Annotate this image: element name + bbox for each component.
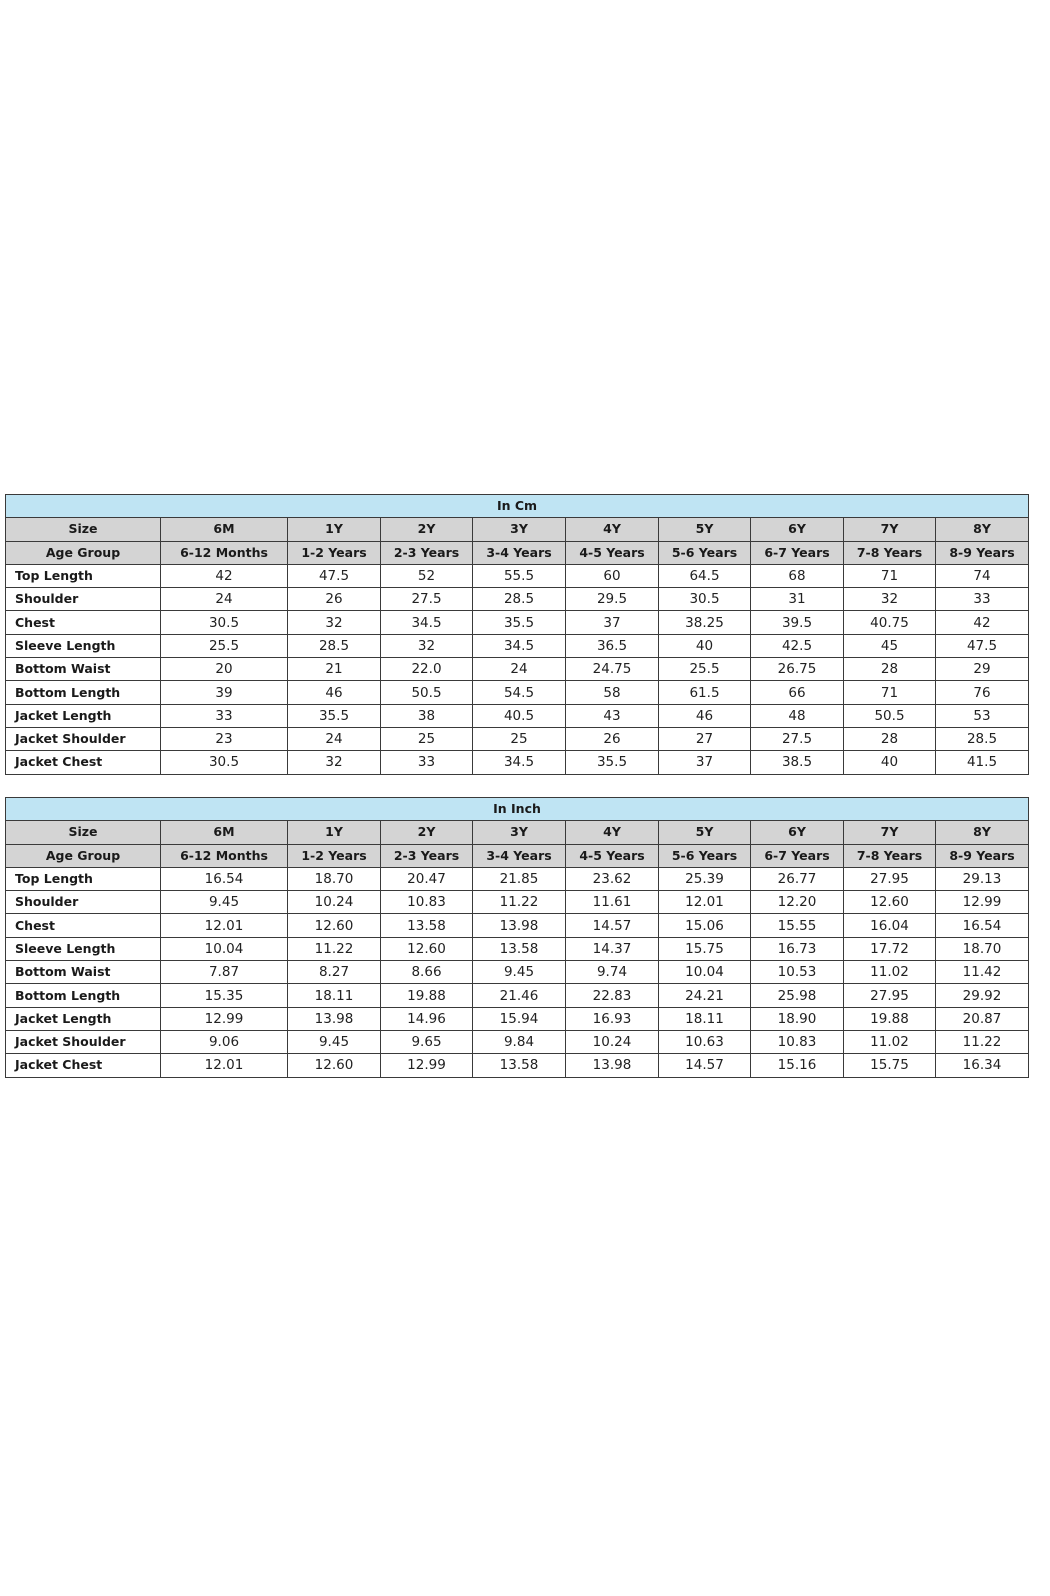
- measurement-cell: 26.75: [751, 658, 844, 681]
- measurement-cell: 68: [751, 564, 844, 587]
- measurement-cell: 18.70: [288, 867, 381, 890]
- measurement-cell: 23.62: [566, 867, 659, 890]
- measurement-cell: 53: [936, 704, 1029, 727]
- measurement-cell: 24.75: [566, 658, 659, 681]
- measurement-cell: 14.37: [566, 937, 659, 960]
- measurement-cell: 24: [473, 658, 566, 681]
- row-label: Top Length: [6, 867, 161, 890]
- table-title: In Cm: [6, 495, 1029, 518]
- measurement-cell: 26.77: [751, 867, 844, 890]
- measurement-cell: 13.58: [473, 937, 566, 960]
- measurement-cell: 74: [936, 564, 1029, 587]
- measurement-cell: 15.75: [659, 937, 751, 960]
- measurement-cell: 14.96: [381, 1007, 473, 1030]
- measurement-cell: 13.98: [566, 1054, 659, 1077]
- measurement-cell: 35.5: [288, 704, 381, 727]
- measurement-cell: 7.87: [161, 961, 288, 984]
- measurement-cell: 16.93: [566, 1007, 659, 1030]
- measurement-cell: 18.70: [936, 937, 1029, 960]
- header-cell: 4Y: [566, 518, 659, 541]
- header-cell: 6Y: [751, 518, 844, 541]
- header-cell: 4-5 Years: [566, 844, 659, 867]
- measurement-cell: 61.5: [659, 681, 751, 704]
- measurement-cell: 47.5: [936, 634, 1029, 657]
- table-row: [6, 588, 1029, 611]
- measurement-cell: 16.34: [936, 1054, 1029, 1077]
- measurement-cell: 40.75: [844, 611, 936, 634]
- header-cell: 6M: [161, 518, 288, 541]
- measurement-cell: 16.04: [844, 914, 936, 937]
- measurement-cell: 29: [936, 658, 1029, 681]
- table-row: [6, 937, 1029, 960]
- measurement-cell: 15.94: [473, 1007, 566, 1030]
- table-row: [6, 984, 1029, 1007]
- table-row: [6, 704, 1029, 727]
- measurement-cell: 10.83: [751, 1030, 844, 1053]
- row-label: Shoulder: [6, 891, 161, 914]
- row-label: Bottom Length: [6, 984, 161, 1007]
- measurement-cell: 66: [751, 681, 844, 704]
- header-cell: 6-12 Months: [161, 541, 288, 564]
- measurement-cell: 48: [751, 704, 844, 727]
- measurement-cell: 27.95: [844, 984, 936, 1007]
- measurement-cell: 15.06: [659, 914, 751, 937]
- measurement-cell: 9.65: [381, 1030, 473, 1053]
- row-label: Bottom Waist: [6, 961, 161, 984]
- measurement-cell: 10.63: [659, 1030, 751, 1053]
- row-label: Bottom Length: [6, 681, 161, 704]
- row-label: Chest: [6, 611, 161, 634]
- measurement-cell: 50.5: [844, 704, 936, 727]
- measurement-cell: 9.45: [161, 891, 288, 914]
- measurement-cell: 32: [288, 751, 381, 774]
- measurement-cell: 64.5: [659, 564, 751, 587]
- measurement-cell: 23: [161, 727, 288, 750]
- measurement-cell: 43: [566, 704, 659, 727]
- header-cell: 4Y: [566, 821, 659, 844]
- header-cell: 7-8 Years: [844, 844, 936, 867]
- measurement-cell: 25: [473, 727, 566, 750]
- table-row: [6, 1054, 1029, 1077]
- measurement-cell: 11.42: [936, 961, 1029, 984]
- row-label: Jacket Length: [6, 704, 161, 727]
- measurement-cell: 10.04: [161, 937, 288, 960]
- measurement-cell: 21: [288, 658, 381, 681]
- measurement-cell: 30.5: [161, 611, 288, 634]
- header-cell: 2Y: [381, 518, 473, 541]
- measurement-cell: 50.5: [381, 681, 473, 704]
- measurement-cell: 15.35: [161, 984, 288, 1007]
- header-cell: 3-4 Years: [473, 541, 566, 564]
- table-row: [6, 751, 1029, 774]
- measurement-cell: 15.55: [751, 914, 844, 937]
- measurement-cell: 38.25: [659, 611, 751, 634]
- header-cell: 5Y: [659, 821, 751, 844]
- measurement-cell: 13.98: [473, 914, 566, 937]
- measurement-cell: 34.5: [381, 611, 473, 634]
- table-row: [6, 867, 1029, 890]
- measurement-cell: 29.92: [936, 984, 1029, 1007]
- measurement-cell: 11.22: [288, 937, 381, 960]
- header-cell: 6M: [161, 821, 288, 844]
- header-cell: 3-4 Years: [473, 844, 566, 867]
- header-cell: 8Y: [936, 518, 1029, 541]
- measurement-cell: 28.5: [936, 727, 1029, 750]
- row-label: Chest: [6, 914, 161, 937]
- measurement-cell: 47.5: [288, 564, 381, 587]
- header-cell: 3Y: [473, 821, 566, 844]
- measurement-cell: 39.5: [751, 611, 844, 634]
- measurement-cell: 24: [161, 588, 288, 611]
- header-cell: 3Y: [473, 518, 566, 541]
- measurement-cell: 22.0: [381, 658, 473, 681]
- row-label: Jacket Chest: [6, 751, 161, 774]
- measurement-cell: 21.85: [473, 867, 566, 890]
- measurement-cell: 11.02: [844, 1030, 936, 1053]
- header-cell: 7-8 Years: [844, 541, 936, 564]
- measurement-cell: 42: [936, 611, 1029, 634]
- measurement-cell: 13.58: [381, 914, 473, 937]
- row-label: Shoulder: [6, 588, 161, 611]
- measurement-cell: 71: [844, 681, 936, 704]
- measurement-cell: 26: [566, 727, 659, 750]
- measurement-cell: 76: [936, 681, 1029, 704]
- header-label: Age Group: [6, 844, 161, 867]
- measurement-cell: 12.01: [659, 891, 751, 914]
- table-row: [6, 564, 1029, 587]
- measurement-cell: 12.99: [381, 1054, 473, 1077]
- measurement-cell: 36.5: [566, 634, 659, 657]
- header-cell: 8-9 Years: [936, 541, 1029, 564]
- header-label: Age Group: [6, 541, 161, 564]
- age-group-header-row: [6, 541, 1029, 564]
- size-chart-inch-table: [5, 797, 1029, 1078]
- header-cell: 1Y: [288, 518, 381, 541]
- header-cell: 6Y: [751, 821, 844, 844]
- header-cell: 4-5 Years: [566, 541, 659, 564]
- measurement-cell: 16.73: [751, 937, 844, 960]
- measurement-cell: 8.66: [381, 961, 473, 984]
- measurement-cell: 12.99: [936, 891, 1029, 914]
- header-cell: 5-6 Years: [659, 844, 751, 867]
- header-cell: 2-3 Years: [381, 844, 473, 867]
- measurement-cell: 38: [381, 704, 473, 727]
- measurement-cell: 15.16: [751, 1054, 844, 1077]
- measurement-cell: 28.5: [288, 634, 381, 657]
- measurement-cell: 19.88: [381, 984, 473, 1007]
- measurement-cell: 40.5: [473, 704, 566, 727]
- row-label: Jacket Chest: [6, 1054, 161, 1077]
- measurement-cell: 10.04: [659, 961, 751, 984]
- measurement-cell: 18.11: [288, 984, 381, 1007]
- measurement-cell: 25.5: [659, 658, 751, 681]
- measurement-cell: 55.5: [473, 564, 566, 587]
- table-title: In Inch: [6, 798, 1029, 821]
- measurement-cell: 40: [844, 751, 936, 774]
- measurement-cell: 32: [288, 611, 381, 634]
- measurement-cell: 17.72: [844, 937, 936, 960]
- header-cell: 5-6 Years: [659, 541, 751, 564]
- measurement-cell: 33: [381, 751, 473, 774]
- header-cell: 2Y: [381, 821, 473, 844]
- measurement-cell: 28.5: [473, 588, 566, 611]
- measurement-cell: 13.58: [473, 1054, 566, 1077]
- measurement-cell: 25.39: [659, 867, 751, 890]
- row-label: Top Length: [6, 564, 161, 587]
- measurement-cell: 32: [381, 634, 473, 657]
- measurement-cell: 10.83: [381, 891, 473, 914]
- table-row: [6, 634, 1029, 657]
- measurement-cell: 19.88: [844, 1007, 936, 1030]
- measurement-cell: 37: [566, 611, 659, 634]
- measurement-cell: 29.5: [566, 588, 659, 611]
- header-cell: 1Y: [288, 821, 381, 844]
- measurement-cell: 12.60: [288, 1054, 381, 1077]
- measurement-cell: 35.5: [566, 751, 659, 774]
- measurement-cell: 8.27: [288, 961, 381, 984]
- measurement-cell: 18.11: [659, 1007, 751, 1030]
- measurement-cell: 12.60: [844, 891, 936, 914]
- measurement-cell: 39: [161, 681, 288, 704]
- measurement-cell: 12.01: [161, 914, 288, 937]
- row-label: Jacket Length: [6, 1007, 161, 1030]
- measurement-cell: 12.20: [751, 891, 844, 914]
- measurement-cell: 14.57: [659, 1054, 751, 1077]
- measurement-cell: 13.98: [288, 1007, 381, 1030]
- measurement-cell: 10.53: [751, 961, 844, 984]
- measurement-cell: 15.75: [844, 1054, 936, 1077]
- measurement-cell: 22.83: [566, 984, 659, 1007]
- table-row: [6, 1007, 1029, 1030]
- measurement-cell: 12.60: [381, 937, 473, 960]
- measurement-cell: 33: [161, 704, 288, 727]
- table-title-row: [6, 495, 1029, 518]
- measurement-cell: 58: [566, 681, 659, 704]
- measurement-cell: 28: [844, 658, 936, 681]
- measurement-cell: 40: [659, 634, 751, 657]
- table-row: [6, 961, 1029, 984]
- table-row: [6, 914, 1029, 937]
- measurement-cell: 9.45: [288, 1030, 381, 1053]
- measurement-cell: 42: [161, 564, 288, 587]
- measurement-cell: 11.61: [566, 891, 659, 914]
- row-label: Sleeve Length: [6, 634, 161, 657]
- measurement-cell: 31: [751, 588, 844, 611]
- size-header-row: [6, 518, 1029, 541]
- header-cell: 2-3 Years: [381, 541, 473, 564]
- measurement-cell: 20.87: [936, 1007, 1029, 1030]
- measurement-cell: 12.60: [288, 914, 381, 937]
- measurement-cell: 60: [566, 564, 659, 587]
- header-cell: 6-7 Years: [751, 844, 844, 867]
- table-row: [6, 611, 1029, 634]
- header-cell: 5Y: [659, 518, 751, 541]
- measurement-cell: 16.54: [161, 867, 288, 890]
- header-label: Size: [6, 518, 161, 541]
- row-label: Jacket Shoulder: [6, 1030, 161, 1053]
- measurement-cell: 9.74: [566, 961, 659, 984]
- table-row: [6, 1030, 1029, 1053]
- table-row: [6, 727, 1029, 750]
- measurement-cell: 11.22: [473, 891, 566, 914]
- table-row: [6, 681, 1029, 704]
- measurement-cell: 33: [936, 588, 1029, 611]
- measurement-cell: 27.5: [751, 727, 844, 750]
- measurement-cell: 30.5: [161, 751, 288, 774]
- measurement-cell: 12.99: [161, 1007, 288, 1030]
- measurement-cell: 20: [161, 658, 288, 681]
- header-cell: 6-12 Months: [161, 844, 288, 867]
- measurement-cell: 26: [288, 588, 381, 611]
- header-cell: 6-7 Years: [751, 541, 844, 564]
- measurement-cell: 10.24: [566, 1030, 659, 1053]
- measurement-cell: 25.5: [161, 634, 288, 657]
- measurement-cell: 25: [381, 727, 473, 750]
- table-row: [6, 891, 1029, 914]
- measurement-cell: 20.47: [381, 867, 473, 890]
- header-cell: 8Y: [936, 821, 1029, 844]
- measurement-cell: 10.24: [288, 891, 381, 914]
- measurement-cell: 27.5: [381, 588, 473, 611]
- header-cell: 1-2 Years: [288, 844, 381, 867]
- measurement-cell: 54.5: [473, 681, 566, 704]
- measurement-cell: 14.57: [566, 914, 659, 937]
- measurement-cell: 9.45: [473, 961, 566, 984]
- measurement-cell: 24.21: [659, 984, 751, 1007]
- measurement-cell: 46: [288, 681, 381, 704]
- table-row: [6, 658, 1029, 681]
- measurement-cell: 32: [844, 588, 936, 611]
- measurement-cell: 9.84: [473, 1030, 566, 1053]
- measurement-cell: 52: [381, 564, 473, 587]
- size-header-row: [6, 821, 1029, 844]
- measurement-cell: 24: [288, 727, 381, 750]
- age-group-header-row: [6, 844, 1029, 867]
- measurement-cell: 30.5: [659, 588, 751, 611]
- measurement-cell: 11.02: [844, 961, 936, 984]
- measurement-cell: 11.22: [936, 1030, 1029, 1053]
- row-label: Jacket Shoulder: [6, 727, 161, 750]
- size-chart-cm-table: [5, 494, 1029, 775]
- measurement-cell: 27: [659, 727, 751, 750]
- measurement-cell: 25.98: [751, 984, 844, 1007]
- measurement-cell: 21.46: [473, 984, 566, 1007]
- measurement-cell: 18.90: [751, 1007, 844, 1030]
- measurement-cell: 46: [659, 704, 751, 727]
- measurement-cell: 35.5: [473, 611, 566, 634]
- row-label: Bottom Waist: [6, 658, 161, 681]
- row-label: Sleeve Length: [6, 937, 161, 960]
- header-cell: 7Y: [844, 518, 936, 541]
- header-cell: 1-2 Years: [288, 541, 381, 564]
- measurement-cell: 38.5: [751, 751, 844, 774]
- measurement-cell: 41.5: [936, 751, 1029, 774]
- measurement-cell: 42.5: [751, 634, 844, 657]
- measurement-cell: 12.01: [161, 1054, 288, 1077]
- header-cell: 8-9 Years: [936, 844, 1029, 867]
- measurement-cell: 71: [844, 564, 936, 587]
- measurement-cell: 27.95: [844, 867, 936, 890]
- measurement-cell: 29.13: [936, 867, 1029, 890]
- table-title-row: [6, 798, 1029, 821]
- measurement-cell: 9.06: [161, 1030, 288, 1053]
- measurement-cell: 28: [844, 727, 936, 750]
- header-label: Size: [6, 821, 161, 844]
- measurement-cell: 45: [844, 634, 936, 657]
- header-cell: 7Y: [844, 821, 936, 844]
- measurement-cell: 34.5: [473, 751, 566, 774]
- measurement-cell: 34.5: [473, 634, 566, 657]
- measurement-cell: 37: [659, 751, 751, 774]
- measurement-cell: 16.54: [936, 914, 1029, 937]
